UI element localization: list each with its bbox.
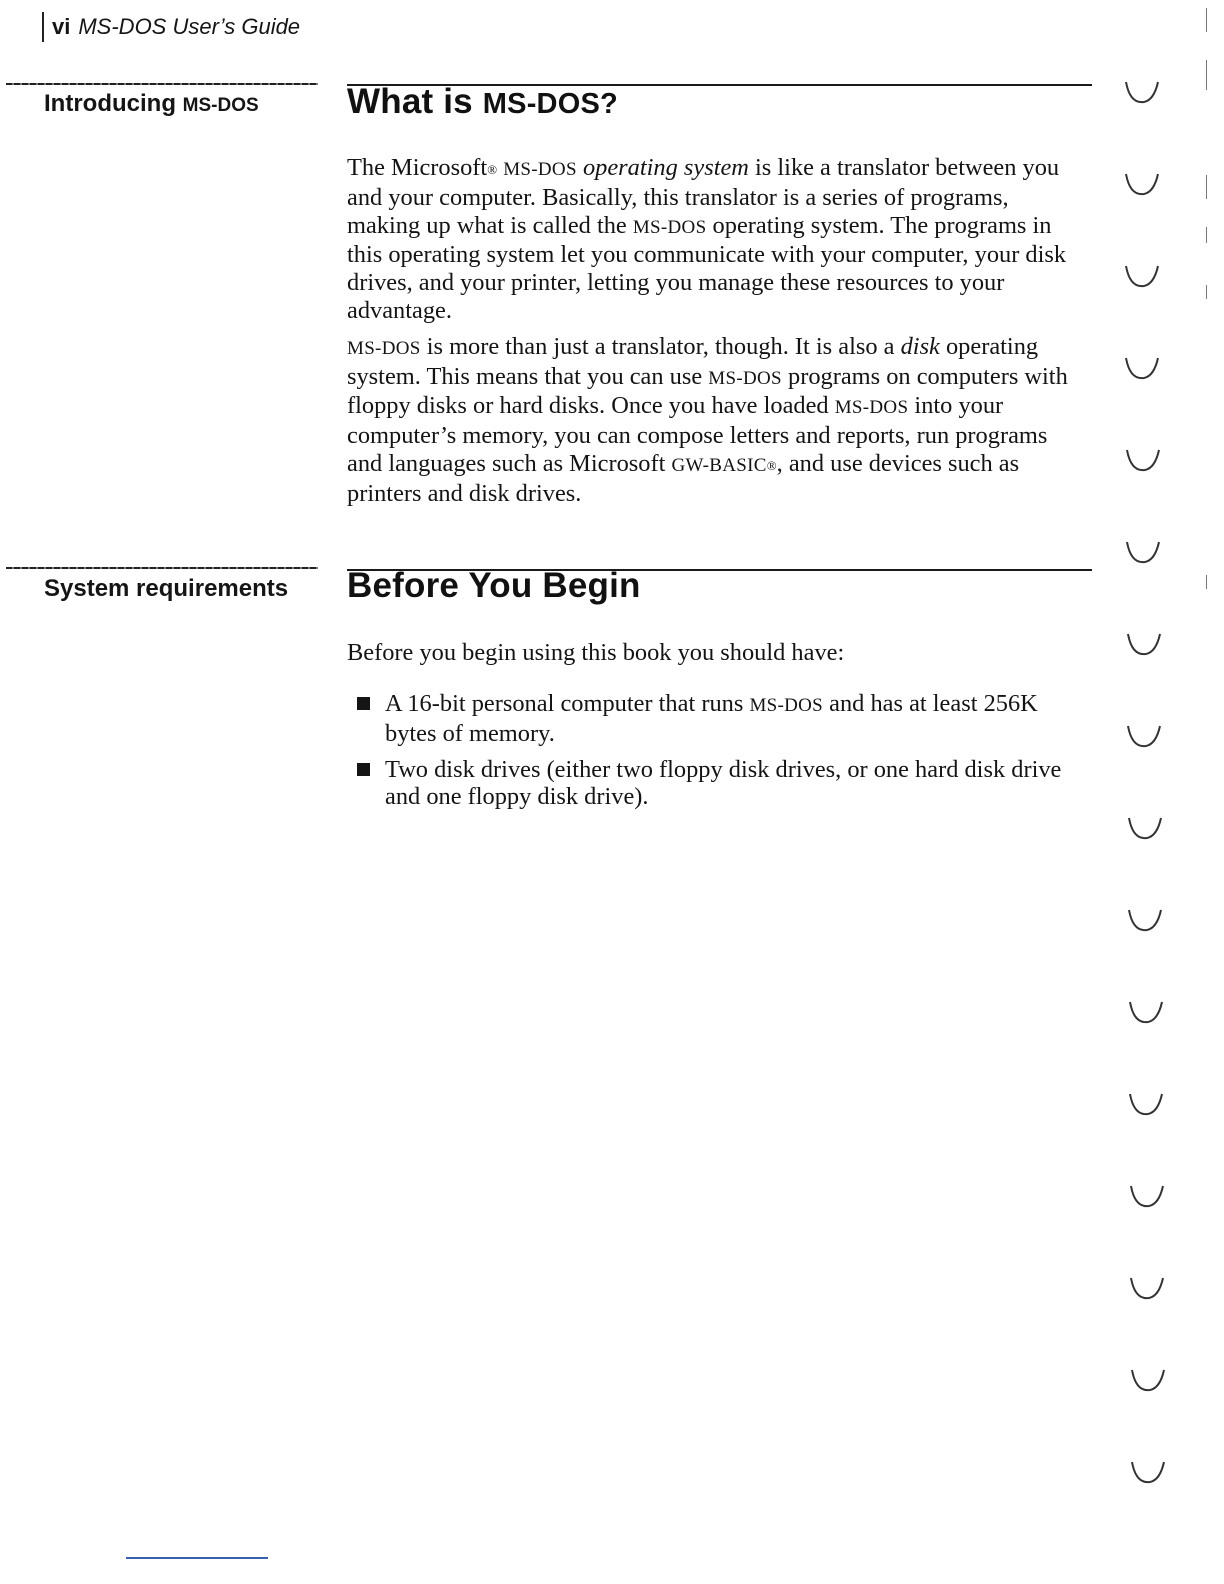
bullet-square-icon: [357, 763, 370, 776]
edge-mark: [1206, 8, 1207, 32]
binding-hole-icon: [1124, 998, 1170, 1026]
section1-body: [347, 154, 1087, 508]
edge-mark: [1206, 227, 1207, 243]
binding-hole-icon: [1125, 1274, 1171, 1302]
binding-hole-icon: [1120, 354, 1166, 382]
binding-hole-icon: [1120, 170, 1166, 198]
side-heading-text: Introducing: [44, 90, 176, 117]
edge-mark: [1206, 60, 1207, 90]
section-rule-left: [6, 83, 318, 85]
binding-hole-icon: [1122, 630, 1168, 658]
list-item: Two disk drives (either two floppy disk drives, or one hard disk drive and one floppy disk drive).: [347, 756, 1067, 812]
heading-before-you-begin: Before You Begin: [347, 566, 641, 605]
bullet-square-icon: [357, 697, 370, 710]
binding-hole-icon: [1122, 722, 1168, 750]
binding-hole-icon: [1124, 1090, 1170, 1118]
binding-hole-icon: [1121, 538, 1167, 566]
page-number: vi: [52, 14, 71, 39]
guide-title: MS-DOS User’s Guide: [78, 14, 301, 39]
footer-line: [126, 1557, 268, 1559]
heading-msdos: MS-DOS?: [482, 88, 618, 120]
binding-hole-icon: [1123, 814, 1169, 842]
paragraph-1: The Microsoft® MS-DOS operating system is like a translator between you and your computer. Basically, this translator is a series of programs, making up what is called the MS-DOS operating system. The programs in this operating system let you communicate with your computer, your disk drives, and your printer, letting you manage these resources to your advantage.: [347, 154, 1067, 324]
edge-mark: [1206, 175, 1207, 199]
side-heading-system-requirements: System requirements: [44, 575, 289, 602]
list-item: A 16-bit personal computer that runs MS-DOS and has at least 256K bytes of memory.: [347, 690, 1067, 748]
binding-hole-icon: [1121, 446, 1167, 474]
section-rule-left-2: [6, 567, 318, 569]
binding-hole-icon: [1125, 1182, 1171, 1210]
binding-hole-icon: [1123, 906, 1169, 934]
binding-hole-icon: [1120, 78, 1166, 106]
edge-mark: [1206, 285, 1207, 299]
heading-text: What is: [347, 82, 473, 121]
binding-hole-icon: [1126, 1366, 1172, 1394]
section2-intro: [347, 639, 1087, 667]
binding-holes: [1110, 0, 1210, 1584]
requirements-list: [347, 690, 1067, 819]
side-heading-introducing: [44, 90, 259, 118]
binding-hole-icon: [1120, 262, 1166, 290]
paragraph-2: MS-DOS is more than just a translator, though. It is also a disk operating system. This means that you can use MS-DOS programs on computers with floppy disks or hard disks. Once you have loaded MS-DOS into your computer’s memory, you can compose letters and reports, run programs and languages such as Microsoft GW-BASIC®, and use devices such as printers and disk drives.: [347, 332, 1068, 507]
side-heading-msdos: MS-DOS: [182, 95, 259, 116]
intro-paragraph: Before you begin using this book you should have:: [347, 639, 845, 666]
running-header: [42, 12, 300, 42]
binding-hole-icon: [1126, 1458, 1172, 1486]
heading-what-is-msdos: [347, 82, 618, 122]
header-bar: [42, 12, 44, 42]
edge-mark: [1206, 575, 1207, 589]
